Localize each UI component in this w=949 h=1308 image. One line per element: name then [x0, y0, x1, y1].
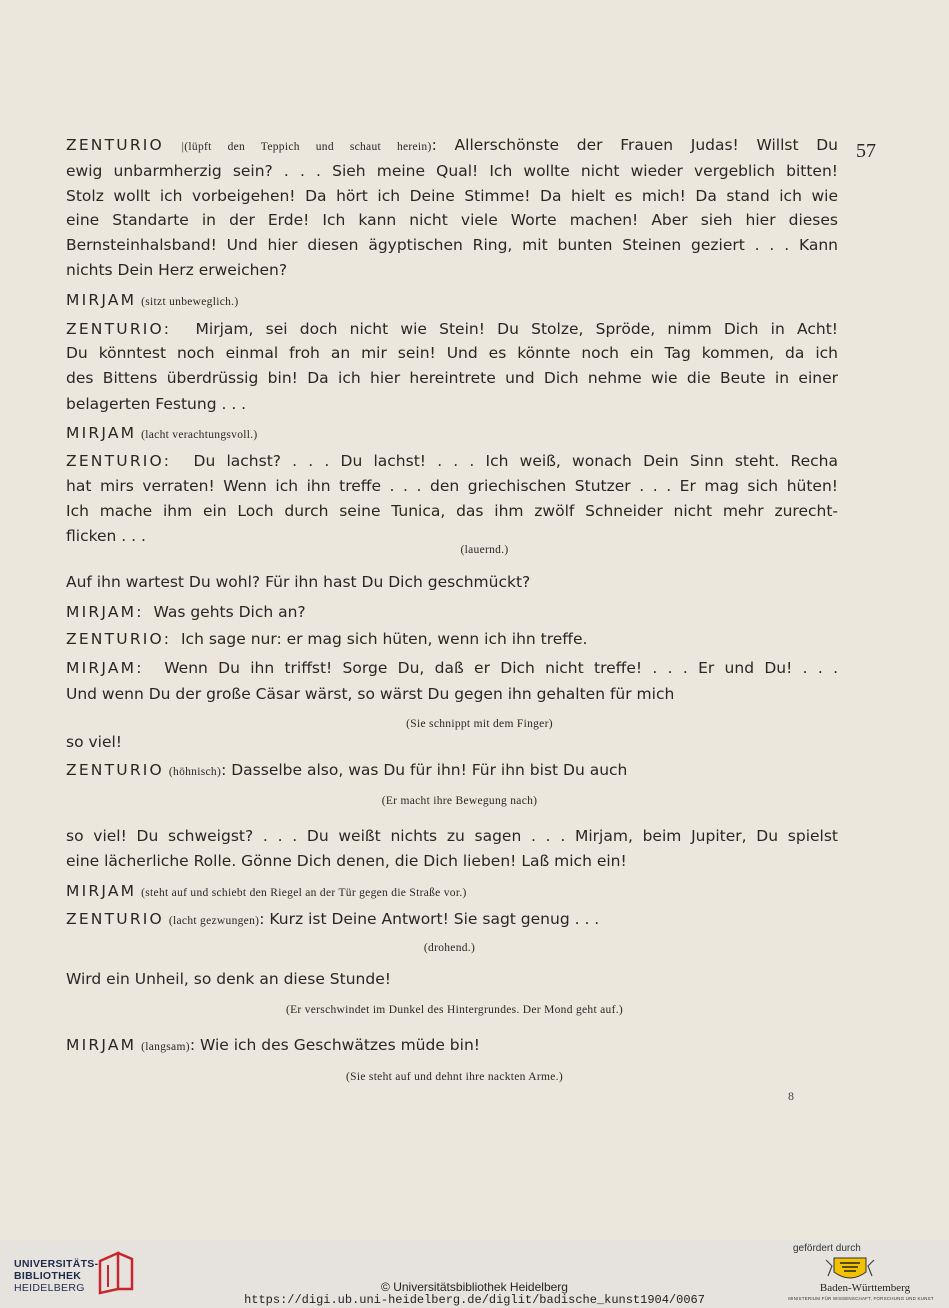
- text-line: [66, 291, 838, 309]
- line-text: Mirjam, sei doch nicht wie Stein! Du Stolze, Spröde, nimm Dich in Acht!: [195, 320, 838, 338]
- speaker-name: ZENTURIO:: [66, 320, 172, 338]
- text-line: [66, 882, 838, 900]
- text-line: flicken . . .: [66, 527, 146, 545]
- line-text: Du lachst? . . . Du lachst! . . . Ich weiß, wonach Dein Sinn steht. Recha: [193, 452, 839, 470]
- speaker-name: MIRJAM: [66, 291, 137, 309]
- line-text: : Dasselbe also, was Du für ihn! Für ihn bist Du auch: [221, 761, 628, 779]
- stage-direction: (Sie steht auf und dehnt ihre nackten Arme.): [346, 1071, 563, 1083]
- text-line: Du könntest noch einmal froh an mir sein! Und es könnte noch ein Tag kommen, da ich: [66, 344, 838, 362]
- speaker-name: MIRJAM:: [66, 659, 144, 677]
- line-text: Was gehts Dich an?: [153, 603, 306, 621]
- text-line: [66, 424, 838, 442]
- speaker-name: ZENTURIO:: [66, 452, 172, 470]
- text-line: belagerten Festung . . .: [66, 395, 247, 413]
- copyright-notice: © Universitätsbibliothek Heidelberg: [381, 1280, 568, 1294]
- line-text: Ich sage nur: er mag sich hüten, wenn ich ihn treffe.: [180, 630, 588, 648]
- text-line: hat mirs verraten! Wenn ich ihn treffe . . . den griechischen Stutzer . . . Er mag sich hüten!: [66, 477, 838, 495]
- speaker-name: ZENTURIO:: [66, 630, 172, 648]
- text-line: [66, 1036, 838, 1054]
- line-text: Wenn Du ihn triffst! Sorge Du, daß er Dich nicht treffe! . . . Er und Du! . . .: [164, 659, 838, 677]
- text-line: so viel!: [66, 733, 123, 751]
- text-line: Stolz wollt ich vorbeigehen! Da hört ich Deine Stimme! Da hielt es mich! Da stand ich wie: [66, 187, 838, 205]
- text-line: Auf ihn wartest Du wohl? Für ihn hast Du Dich geschmückt?: [66, 573, 531, 591]
- text-line: [66, 452, 838, 470]
- footer-bar: [0, 1240, 949, 1308]
- coat-of-arms-icon: [820, 1254, 880, 1284]
- text-line: Und wenn Du der große Cäsar wärst, so wärst Du gegen ihn gehalten für mich: [66, 685, 675, 703]
- stage-direction: (Sie schnippt mit dem Finger): [406, 718, 553, 730]
- stage-direction: (steht auf und schiebt den Riegel an der Tür gegen die Straße vor.): [141, 887, 467, 899]
- stage-direction: (sitzt unbeweglich.): [141, 296, 239, 308]
- stage-direction: (langsam): [141, 1041, 190, 1053]
- page-number: 57: [856, 140, 876, 162]
- line-text: : Allerschönste der Frauen Judas! Willst Du: [431, 136, 838, 154]
- stage-direction: (Er verschwindet im Dunkel des Hintergrundes. Der Mond geht auf.): [285, 1004, 624, 1016]
- line-text: : Wie ich des Geschwätzes müde bin!: [189, 1036, 480, 1054]
- text-line: Wird ein Unheil, so denk an diese Stunde!: [66, 970, 391, 988]
- stage-direction: (lauernd.): [460, 544, 509, 556]
- text-line: [66, 630, 838, 648]
- text-line: [66, 136, 838, 154]
- stage-direction: (lacht gezwungen): [168, 915, 260, 927]
- stage-direction: (drohend.): [423, 942, 476, 954]
- speaker-name: MIRJAM: [66, 424, 137, 442]
- text-line: eine lächerliche Rolle. Gönne Dich denen, die Dich lieben! Laß mich ein!: [66, 852, 627, 870]
- logo-text-line: UNIVERSITÄTS-: [14, 1258, 99, 1270]
- text-line: [66, 910, 838, 928]
- speaker-name: ZENTURIO: [66, 136, 164, 154]
- speaker-name: ZENTURIO: [66, 910, 164, 928]
- stage-direction: |(lüpft den Teppich und schaut herein): [181, 141, 432, 153]
- stage-direction: (höhnisch): [168, 766, 222, 778]
- speaker-name: MIRJAM: [66, 1036, 137, 1054]
- permalink-url[interactable]: https://digi.ub.uni-heidelberg.de/diglit/badische_kunst1904/0067: [244, 1293, 705, 1307]
- stage-direction: (Er macht ihre Bewegung nach): [381, 795, 538, 807]
- text-line: Ich mache ihm ein Loch durch seine Tunica, das ihm zwölf Schneider nicht mehr zurecht-: [66, 502, 838, 520]
- logo-text-line: HEIDELBERG: [14, 1282, 85, 1294]
- text-line: [66, 320, 838, 338]
- text-line: [66, 603, 838, 621]
- funder-name: Baden-Württemberg: [819, 1282, 911, 1294]
- speaker-name: MIRJAM: [66, 882, 137, 900]
- stage-direction: (lacht verachtungsvoll.): [141, 429, 258, 441]
- text-line: des Bittens überdrüssig bin! Da ich hier hereintrete und Dich nehme wie die Beute in einer: [66, 369, 838, 387]
- funded-by-label: gefördert durch: [793, 1243, 861, 1254]
- speaker-name: ZENTURIO: [66, 761, 164, 779]
- signature-mark: 8: [788, 1089, 794, 1103]
- line-text: : Kurz ist Deine Antwort! Sie sagt genug . . .: [259, 910, 600, 928]
- text-line: nichts Dein Herz erweichen?: [66, 261, 288, 279]
- text-line: [66, 761, 838, 779]
- text-line: Bernsteinhalsband! Und hier diesen ägyptischen Ring, mit bunten Steinen geziert . . . Kann: [66, 236, 838, 254]
- text-line: so viel! Du schweigst? . . . Du weißt nichts zu sagen . . . Mirjam, beim Jupiter, Du spielst: [66, 827, 838, 845]
- text-line: eine Standarte in der Erde! Ich kann nicht viele Worte machen! Aber sieh hier dieses: [66, 211, 838, 229]
- text-line: [66, 659, 838, 677]
- speaker-name: MIRJAM:: [66, 603, 144, 621]
- text-line: ewig unbarmherzig sein? . . . Sieh meine Qual! Ich wollte nicht wieder vergeblich bitten!: [66, 162, 838, 180]
- funder-ministry: MINISTERIUM FÜR WISSENSCHAFT, FORSCHUNG UND KUNST: [788, 1296, 934, 1301]
- logo-text-line: BIBLIOTHEK: [14, 1270, 82, 1282]
